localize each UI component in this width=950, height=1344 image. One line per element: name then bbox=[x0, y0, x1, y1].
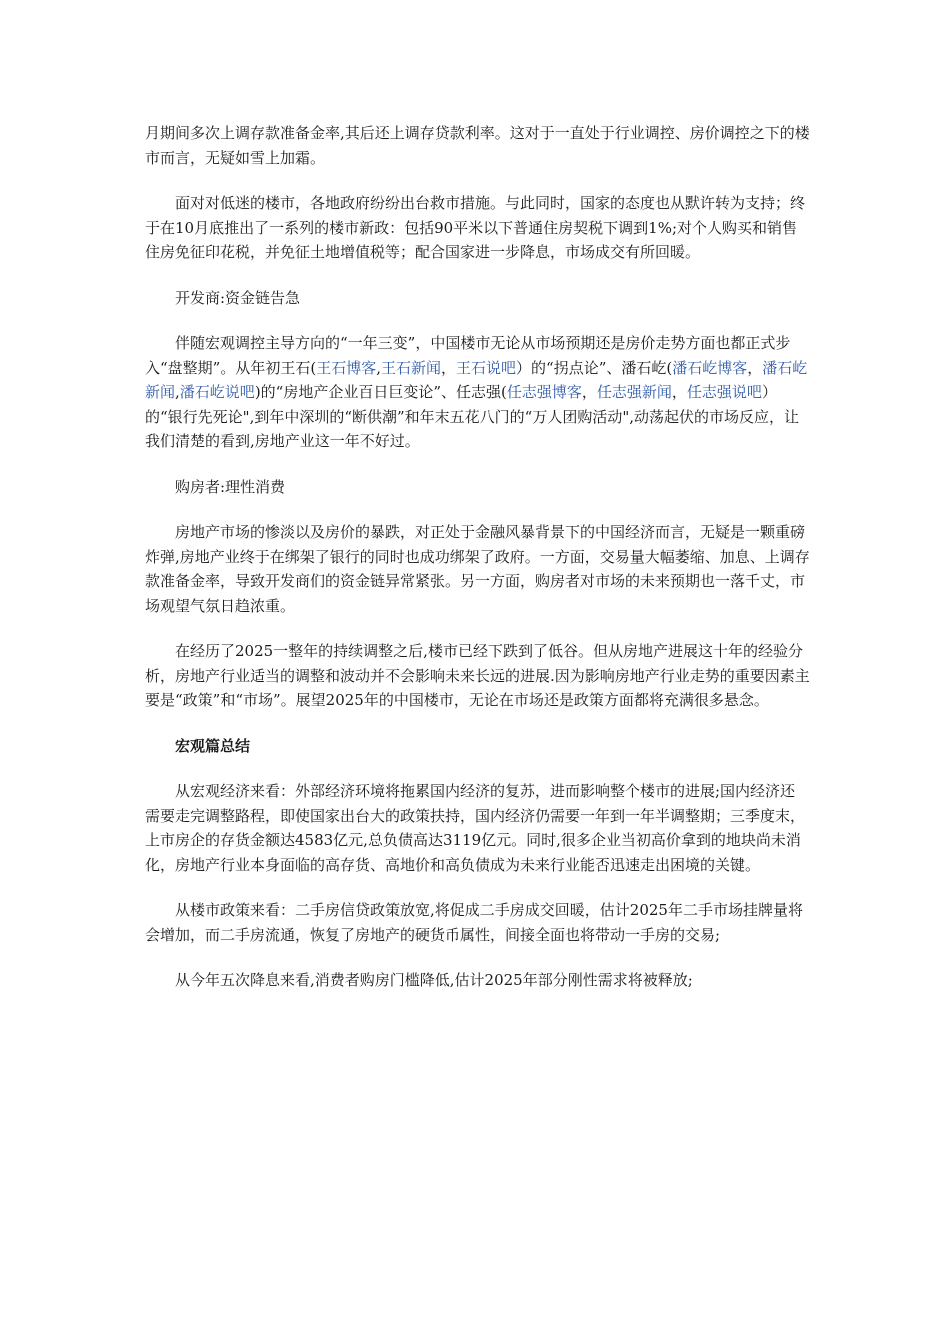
heading-macro-summary: 宏观篇总结 bbox=[175, 736, 251, 755]
paragraph-rate-hikes: 月期间多次上调存款准备金率,其后还上调存贷款利率。这对于一直处于行业调控、房价调控之下的楼市而言，无疑如雪上加霜。 bbox=[145, 124, 810, 167]
paragraph-rate-cuts: 从今年五次降息来看,消费者购房门槛降低,估计2025年部分刚性需求将被释放; bbox=[175, 971, 693, 989]
paragraph-macro-economy: 从宏观经济来看：外部经济环境将拖累国内经济的复苏，进而影响整个楼市的进展;国内经济还需要走完调整路程，即使国家出台大的政策扶持，国内经济仍需要一年到一年半调整期；三季度末，上市房企的存货金额达4583亿元,总负债高达3119亿元。同时,很多企业当初高价拿到的地块尚未消化，房地产行业本身面临的高存货、高地价和高负债成为未来行业能否迅速走出困境的关键。 bbox=[145, 782, 806, 874]
paragraph-rescue-measures: 面对对低迷的楼市，各地政府纷纷出台救市措施。与此同时，国家的态度也从默许转为支持；终于在10月底推出了一系列的楼市新政：包括90平米以下普通住房契税下调到1%;对个人购买和销售住房免征印花税，并免征土地增值税等；配合国家进一步降息，市场成交有所回暖。 bbox=[145, 194, 806, 261]
heading-buyer: 购房者:理性消费 bbox=[175, 477, 286, 496]
text-segment: ）的“银行先死论",到年中深圳的“断供潮”和年末五花八门的“万人团购活动",动荡起伏的市场反应，让我们清楚的看到,房地产业这一年不好过。 bbox=[145, 383, 800, 450]
link-panshiyi-news[interactable]: 潘石屹新闻 bbox=[145, 358, 808, 401]
text-segment: ， bbox=[581, 383, 597, 401]
link-renzhiqiang-blog[interactable]: 任志强博客 bbox=[506, 383, 582, 401]
text-segment: )的“房地产企业百日巨变论”、任志强( bbox=[254, 383, 507, 401]
document-body bbox=[145, 121, 810, 1014]
link-wangshi-blog[interactable]: 王石博客 bbox=[316, 358, 377, 377]
link-renzhiqiang-talk[interactable]: 任志强说吧 bbox=[686, 383, 762, 401]
paragraph-consolidation bbox=[145, 331, 810, 454]
text-segment: , bbox=[175, 383, 180, 401]
text-segment: 伴随宏观调控主导方向的“一年三变”，中国楼市无论从市场预期还是房价走势方面也都正式步入“盘整期”。从年初王石( bbox=[145, 334, 791, 377]
text-segment: ， bbox=[747, 358, 763, 377]
link-wangshi-talk[interactable]: 王石说吧 bbox=[456, 358, 517, 377]
text-segment: ， bbox=[671, 383, 687, 401]
link-renzhiqiang-news[interactable]: 任志强新闻 bbox=[596, 383, 672, 401]
text-segment: ， bbox=[441, 358, 457, 377]
paragraph-market-slump: 房地产市场的惨淡以及房价的暴跌，对正处于金融风暴背景下的中国经济而言，无疑是一颗重磅炸弹,房地产业终于在绑架了银行的同时也成功绑架了政府。一方面，交易量大幅萎缩、加息、上调存款准备金率，导致开发商们的资金链异常紧张。另一方面，购房者对市场的未来预期也一落千丈，市场观望气氛日趋浓重。 bbox=[145, 523, 810, 615]
text-segment: ）的“拐点论”、潘石屹( bbox=[516, 358, 673, 377]
paragraph-outlook: 在经历了2025一整年的持续调整之后,楼市已经下跌到了低谷。但从房地产进展这十年的经验分析，房地产行业适当的调整和波动并不会影响未来长远的进展.因为影响房地产行业走势的重要因素主要是“政策”和“市场”。展望2025年的中国楼市，无论在市场还是政策方面都将充满很多悬念。 bbox=[145, 642, 810, 709]
text-segment: , bbox=[376, 358, 381, 377]
link-panshiyi-talk[interactable]: 潘石屹说吧 bbox=[179, 383, 255, 401]
paragraph-market-policy: 从楼市政策来看：二手房信贷政策放宽,将促成二手房成交回暖，估计2025年二手市场挂牌量将会增加，而二手房流通，恢复了房地产的硬货币属性，间接全面也将带动一手房的交易; bbox=[145, 901, 803, 944]
link-wangshi-news[interactable]: 王石新闻 bbox=[381, 358, 442, 377]
link-panshiyi-blog[interactable]: 潘石屹博客 bbox=[672, 358, 748, 377]
heading-developer: 开发商:资金链告急 bbox=[175, 288, 301, 307]
